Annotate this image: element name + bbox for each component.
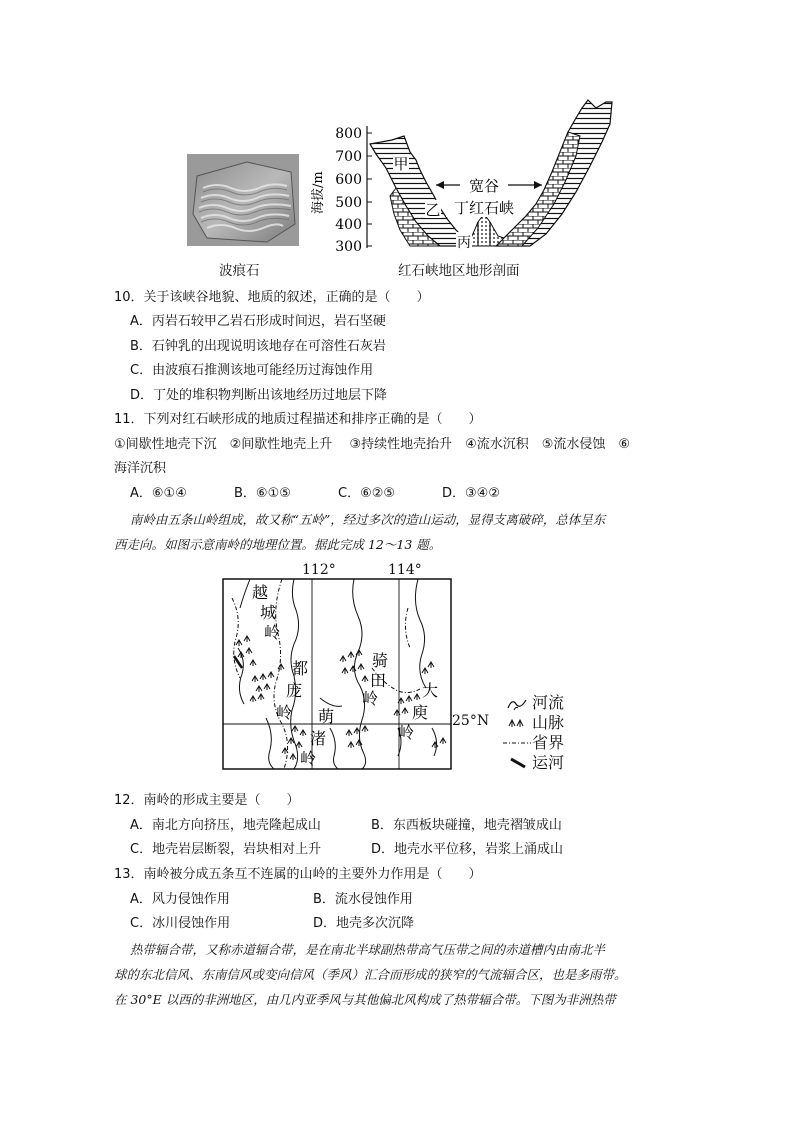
lat-label-25n: 25°N (452, 713, 490, 729)
q13-option: B．流水侵蚀作用 (313, 892, 413, 907)
ripple-stone-photo (187, 154, 299, 246)
q11-option: A．⑥①④ (130, 486, 187, 501)
yuecheng-char: 岭 (264, 623, 281, 642)
q13-option: D．地壳多次沉降 (313, 916, 415, 931)
wide-valley-label: 宽谷 (468, 177, 500, 195)
intro2-line: 南岭由五条山岭组成，故又称“五岭”，经过多次的造山运动，显得支离破碎，总体呈东 (130, 512, 606, 527)
q10-option: D．丁处的堆积物判断出该地经历过地层下降 (130, 388, 388, 403)
yuecheng-char: 越 (252, 583, 269, 602)
q10-option: A．丙岩石较甲乙岩石形成时间迟，岩石坚硬 (130, 314, 386, 329)
q11-option: D．③④② (442, 486, 500, 501)
photo-caption: 波痕石 (219, 263, 260, 279)
legend-river: 河流 (532, 693, 565, 712)
q11-steps-line1: ①间歇性地壳下沉 ②间歇性地壳上升 ③持续性地壳抬升 ④流水沉积 ⑤流水侵蚀 ⑥ (114, 437, 631, 452)
dayu-char: 岭 (398, 723, 415, 742)
intro2-line: 西走向。如图示意南岭的地理位置。据此完成 12～13 题。 (114, 537, 442, 552)
mountain-legend-icon (508, 717, 530, 731)
y-tick: 300 (335, 239, 362, 255)
lon-label-112: 112° (302, 562, 336, 578)
legend-boundary: 省界 (532, 733, 565, 752)
dupang-char: 岭 (276, 703, 293, 722)
canal-legend-icon (508, 756, 530, 770)
q10-option: B．石钟乳的出现说明该地存在可溶性石灰岩 (130, 339, 386, 354)
q10-option: C．由波痕石推测该地可能经历过海蚀作用 (130, 363, 374, 378)
label-ding-gorge: 丁红石峡 (453, 199, 515, 217)
mengzhu-char: 萌 (318, 707, 335, 726)
y-tick: 500 (335, 195, 362, 211)
q13-option: A．风力侵蚀作用 (130, 892, 230, 907)
label-bing: 丙 (457, 235, 471, 251)
dayu-char: 庾 (412, 703, 429, 722)
mengzhu-char: 岭 (300, 749, 317, 768)
y-axis-label: 海拔/m (311, 171, 326, 214)
label-jia: 甲 (393, 155, 409, 173)
yuecheng-char: 城 (260, 603, 277, 622)
lon-label-114: 114° (388, 562, 422, 578)
q13-option: C．冰川侵蚀作用 (130, 916, 231, 931)
terrain-profile (300, 96, 620, 256)
label-yi: 乙 (425, 201, 441, 219)
q12-option: D．地壳水平位移，岩浆上涌成山 (371, 842, 564, 857)
q13-stem: 13．南岭被分成五条互不连属的山岭的主要外力作用是（ ） (114, 867, 482, 882)
q11-steps-line2: 海洋沉积 (114, 461, 167, 476)
q11-option: B．⑥①⑤ (234, 486, 291, 501)
qitian-char: 岭 (362, 689, 379, 708)
intro3-line: 热带辐合带，又称赤道辐合带，是在南北半球副热带高气压带之间的赤道槽内由南北半 (130, 942, 606, 957)
q12-option: A．南北方向挤压，地壳隆起成山 (130, 818, 321, 833)
y-tick: 400 (335, 217, 362, 233)
dupang-char: 庞 (286, 681, 303, 700)
legend-canal: 运河 (532, 753, 565, 772)
mengzhu-char: 渚 (310, 729, 327, 748)
legend-mountain: 山脉 (532, 713, 565, 732)
qitian-char: 田 (370, 671, 387, 690)
q11-option: C．⑥②⑤ (338, 486, 396, 501)
nanling-map (222, 578, 454, 772)
qitian-char: 骑 (372, 651, 389, 670)
q12-option: C．地壳岩层断裂，岩块相对上升 (130, 842, 322, 857)
intro3-line: 球的东北信风、东南信风或变向信风（季风）汇合而形成的狭窄的气流辐合区，也是多雨带。 (114, 967, 627, 982)
intro3-line: 在 30°E 以西的非洲地区，由几内亚季风与其他偏北风构成了热带辐合带。下图为非洲热带 (114, 992, 616, 1007)
profile-caption: 红石峡地区地形剖面 (398, 263, 520, 279)
q12-stem: 12．南岭的形成主要是（ ） (114, 793, 300, 808)
y-tick: 700 (335, 149, 362, 165)
q12-option: B．东西板块碰撞，地壳褶皱成山 (371, 818, 562, 833)
y-tick: 800 (335, 126, 362, 142)
q11-stem: 11．下列对红石峡形成的地质过程描述和排序正确的是（ ） (114, 412, 482, 427)
boundary-legend-icon (502, 738, 532, 748)
y-tick: 600 (335, 172, 362, 188)
river-legend-icon (506, 694, 530, 712)
q10-stem: 10．关于该峡谷地貌、地质的叙述，正确的是（ ） (114, 290, 430, 305)
dupang-char: 都 (292, 659, 309, 678)
dayu-char: 大 (422, 681, 439, 700)
